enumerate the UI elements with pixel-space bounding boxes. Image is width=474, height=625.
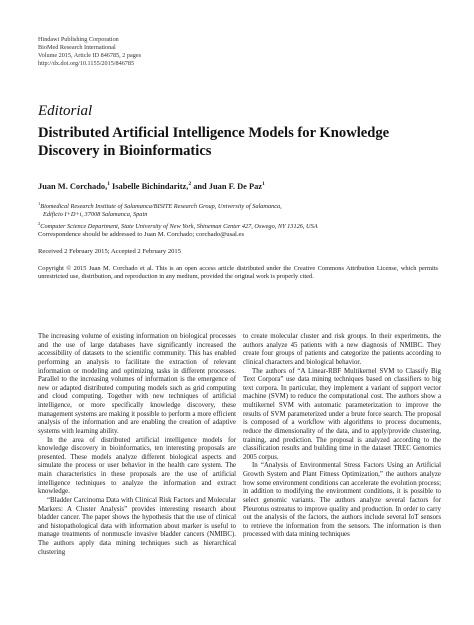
affiliation-text: Computer Science Department, State University of New York, Shineman Center 427, Oswego, NY 13126, USA (40, 222, 318, 230)
author-name: Isabelle Bichindaritz, (109, 181, 189, 191)
body-paragraph: “Bladder Carcinoma Data with Clinical Risk Factors and Molecular Markers: A Cluster Analysis” provides interesting research about bladder cancer. The paper shows the hypothesis that the use of clinical and histopathological data with information about marker is useful to manage treatments of nonmuscle invasive bladder cancers (NMIBC). The authors apply data mining techniques such as hierarchical clustering (38, 496, 236, 556)
article-title: Distributed Artificial Intelligence Models for Knowledge Discovery in Bioinformatics (38, 125, 390, 159)
affiliation-item (38, 220, 438, 231)
affiliation-text: Biomedical Research Institute of Salamanca/BISITE Research Group, University of Salamanca, (40, 203, 282, 211)
affiliation-number: 1 (38, 201, 41, 206)
author-affiliation-mark: 1 (261, 181, 265, 187)
author-list (38, 181, 265, 191)
body-column-left (38, 333, 236, 557)
affiliation-item (38, 200, 438, 211)
article-type: Editorial (38, 103, 93, 119)
correspondence-note: Correspondence should be addressed to Juan M. Corchado; corchado@usal.es (38, 231, 245, 238)
body-paragraph: The increasing volume of existing information on biological processes and the use of large databases have significantly increased the accessibility of datasets to the scientific community. This has enabled performing an analysis to facilitate the extraction of relevant information or modeling and optimizing tasks in different processes. Parallel to the increasing volumes of information is the emergence of new or adapted distributed computing models such as grid computing and cloud computing. Together with new techniques of artificial intelligence, or more specifically knowledge discovery, these management systems are making it possible to perform a more efficient analysis of the information and are enabling the creation of adaptive systems with learning ability. (38, 333, 236, 435)
publisher-header (38, 36, 141, 68)
doi-link[interactable]: http://dx.doi.org/10.1155/2015/846785 (38, 60, 135, 67)
author-name: Juan M. Corchado, (38, 181, 108, 191)
body-paragraph: In “Analysis of Environmental Stress Factors Using an Artificial Growth System and Plant Fitness Optimization,” the authors analyze how some environment conditions can accelerate the evolution process; in addition to modifying the environment conditions, it is possible to select genomic variants. The authors analyze several factors for Pleurotus ostreatus to improve quality and production. In order to carry out the analysis of the factors, the authors include several IoT sensors to retrieve the information from the sensors. The information is then processed with data mining techniques (243, 462, 441, 539)
affiliation-address: Edificio I+D+i, 37008 Salamanca, Spain (43, 211, 148, 219)
body-paragraph: In the area of distributed artificial intelligence models for knowledge discovery in bioinformatics, ten interesting proposals are presented. These models analyze different biological aspects and simulate the process or user behavior in the health care system. The main characteristics in these proposals are the use of artificial intelligence techniques to analyze the information and extract knowledge. (38, 436, 236, 496)
author-affiliation-mark: 2 (188, 181, 192, 187)
affiliations (38, 200, 438, 231)
journal-name: BioMed Research International (38, 44, 116, 51)
author-affiliation-mark: 1 (107, 181, 110, 187)
affiliation-number: 2 (38, 220, 41, 226)
copyright-notice: Copyright © 2015 Juan M. Corchado et al. This is an open access article distributed under the Creative Commons Attribution License, which permits unrestricted use, distribution, and reproduction in any medium, provided the original work is properly cited. (38, 265, 438, 281)
received-accepted-dates: Received 2 February 2015; Accepted 2 February 2015 (38, 248, 182, 255)
body-paragraph: to create molecular cluster and risk groups. In their experiments, the authors analyze 45 patients with a new diagnosis of NMIBC. They create four groups of patients and categorize the patients according to clinical characters and biological behavior. (243, 333, 441, 366)
volume-info: Volume 2015, Article ID 846785, 2 pages (38, 52, 141, 59)
author-name: and Juan F. De Paz (191, 181, 262, 191)
publisher-name: Hindawi Publishing Corporation (38, 36, 119, 43)
body-paragraph: The authors of “A Linear-RBF Multikernel SVM to Classify Big Text Corpora” use data mining techniques based on classifiers to big text corpora. In particular, they implement a variant of support vector machine (SVM) to reduce the computational cost. The authors show a multikernel SVM with automatic parameterization to improve the results of SVM parameterized under a brute force search. The proposal is composed of a workflow with algorithms to process documents, reduce the dimensionality of the data, and to apply/provide clustering, training, and prediction. The proposal is analyzed according to the classification results and building time in the dataset TREC Genomics 2005 corpus. (243, 367, 441, 461)
body-column-right (243, 333, 441, 540)
